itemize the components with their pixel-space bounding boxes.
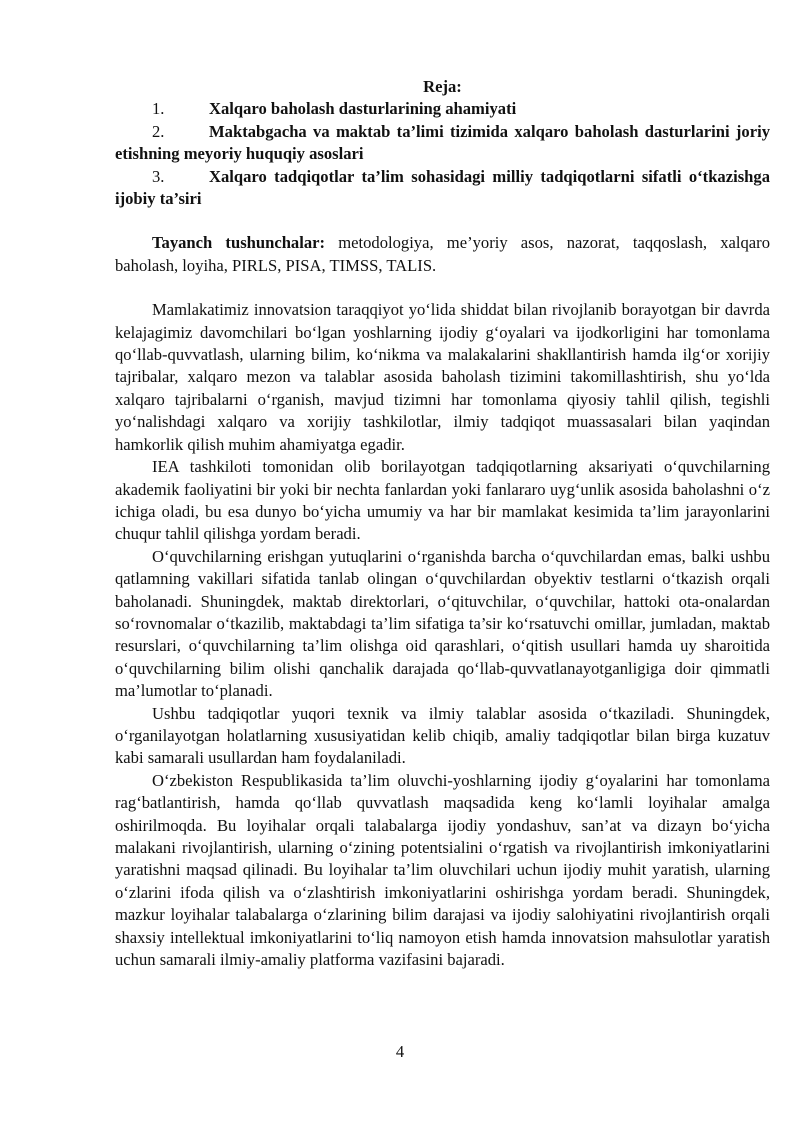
- plan-item-1: [115, 98, 770, 120]
- keywords-text: metodologiya, me’yoriy asos, nazorat, taqqoslash, xalqaro baholash, loyiha, PIRLS, PISA, TIMSS, TALIS.: [115, 233, 770, 275]
- plan-item-number: 2.: [152, 121, 165, 141]
- body-paragraph-4: Ushbu tadqiqotlar yuqori texnik va ilmiy talablar asosida o‘tkaziladi. Shuningdek, o‘rganilayotgan holatlarning xususiyatidan kelib chiqib, amaliy tadqiqotlar bilan birga kuzatuv kabi samarali usullardan ham foydalaniladi.: [115, 703, 770, 768]
- plan-item-text: Xalqaro baholash dasturlarining ahamiyati: [209, 99, 517, 119]
- plan-item-number: 3.: [152, 166, 165, 186]
- body-paragraph-1: Mamlakatimiz innovatsion taraqqiyot yo‘lida shiddat bilan rivojlanib borayotgan bir davrda kelajagimiz davomchilari bo‘lgan yoshlarning ijodiy g‘oyalari va ijodkorligini har tomonlama qo‘llab-quvvatlash, ularning bilim, ko‘nikma va malakalarini shakllantirish hamda ilg‘or xorijiy tajribalar, xalqaro mezon va talablar asosida baholash tizimini takomillashtirish, shu yo‘lda xalqaro tajribalarni o‘rganish, mavjud tizimni har tomonlama qiyosiy tahlil qilish, tegishli yo‘nalishdagi xalqaro va xorijiy tashkilotlar, ilmiy tadqiqot muassasalari bilan yaqindan hamkorlik qilish muhim ahamiyatga egadir.: [115, 300, 770, 454]
- keywords-paragraph: [115, 232, 770, 277]
- plan-title: Reja:: [423, 77, 462, 96]
- body-paragraph-5: O‘zbekiston Respublikasida ta’lim oluvchi-yoshlarning ijodiy g‘oyalarini har tomonlama rag‘batlantirish, hamda qo‘llab quvvatlash maqsadida keng ko‘lamli loyihalar amalga oshirilmoqda. Bu loyihalar orqali talabalarga ijodiy yondashuv, san’at va dizayn bo‘yicha malakani rivojlantirish, ularning o‘zining potentsialini o‘rgatish va rivojlantirish imkoniyatlarini yaratishni maqsad qilinadi. Bu loyihalar ta’lim oluvchilari uchun ijodiy muhit yaratish, ularning o‘zlarini ifoda qilish va o‘zlashtirish imkoniyatlarini oshirishga yordam beradi. Shuningdek, mazkur loyihalar talabalarga o‘zlarining bilim darajasi va ijodiy salohiyatini rivojlantirish orqali shaxsiy intellektual imkoniyatlarini to‘liq namoyon etish hamda innovatsion mahsulotlar yaratish uchun samarali ilmiy-amaliy platforma vazifasini bajaradi.: [115, 770, 770, 970]
- plan-item-text: Maktabgacha va maktab ta’limi tizimida xalqaro baholash dasturlarini joriy etishning meyoriy huquqiy asoslari: [115, 121, 770, 164]
- plan-item-text: Xalqaro tadqiqotlar ta’lim sohasidagi milliy tadqiqotlarni sifatli o‘tkazishga ijobiy ta’siri: [115, 166, 770, 209]
- keywords-label: Tayanch tushunchalar:: [152, 233, 326, 253]
- page-number: 4: [395, 1042, 405, 1061]
- plan-item-number: 1.: [152, 99, 165, 119]
- plan-item-3: [115, 166, 770, 211]
- document-page: [115, 76, 770, 971]
- plan-item-2: [115, 121, 770, 166]
- body-paragraph-3: O‘quvchilarning erishgan yutuqlarini o‘rganishda barcha o‘quvchilardan emas, balki ushbu qatlamning vakillari sifatida tanlab olingan o‘quvchilardan obyektiv testlarni o‘tkazish orqali baholanadi. Shuningdek, maktab direktorlari, o‘qituvchilar, o‘quvchilar, hattoki ota-onalardan so‘rovnomalar o‘tkazilib, maktabdagi ta’lim sifatiga ta’sir ko‘rsatuvchi omillar, jumladan, maktab resurslari, o‘quvchilarning ta’lim olishga oid qarashlari, o‘qitish usullari hamda uy sharoitida o‘quvchilarning bilim olishi qanchalik darajada qo‘llab-quvvatlanayotganligiga doir qimmatli ma’lumotlar to‘planadi.: [115, 546, 770, 701]
- body-paragraph-2: IEA tashkiloti tomonidan olib borilayotgan tadqiqotlarning aksariyati o‘quvchilarning akademik faoliyatini bir yoki bir nechta fanlardan yoki fanlararo uyg‘unlik asosida baholashni o‘z ichiga oladi, bu esa dunyo bo‘yicha umumiy va har bir mamlakat kesimida ta’lim jarayonlarini chuqur tahlil qilishga yordam beradi.: [115, 457, 770, 544]
